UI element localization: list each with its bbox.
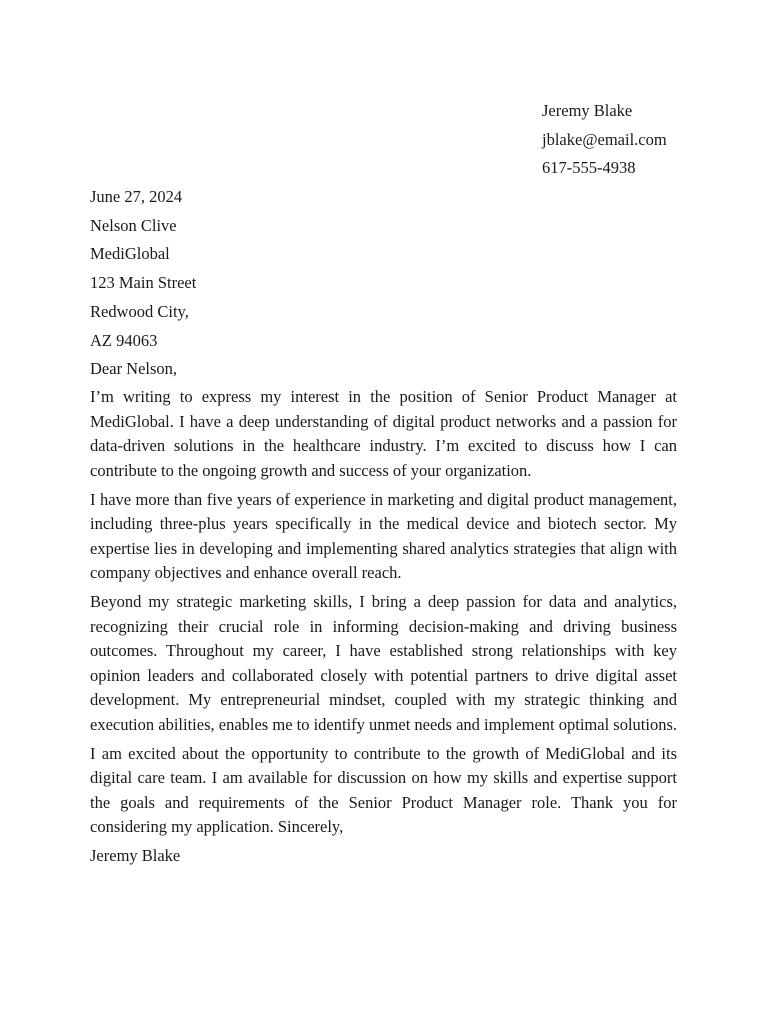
sender-email: jblake@email.com xyxy=(542,129,667,149)
letter-date: June 27, 2024 xyxy=(90,187,183,206)
body-paragraph: I’m writing to express my interest in the position of Senior Product Manager at MediGlobal. I have a deep understanding of digital product networks and a passion for data-driven solutions in the healthcare industry. I’m excited to discuss how I can contribute to the ongoing growth and success of your organization. xyxy=(90,387,677,480)
sender-name: Jeremy Blake xyxy=(542,101,633,120)
sender-block xyxy=(542,97,667,183)
recipient-street: 123 Main Street xyxy=(90,273,197,293)
signature-name: Jeremy Blake xyxy=(90,846,181,865)
body-paragraph: Beyond my strategic marketing skills, I bring a deep passion for data and analytics, recognizing their crucial role in informing decision-making and driving business outcomes. Throughout my career, I have established strong relationships with key opinion leaders and collaborated closely with potential partners to drive digital asset development. My entrepreneurial mindset, coupled with my strategic thinking and execution abilities, enables me to identify unmet needs and implement optimal solutions. xyxy=(90,592,677,734)
recipient-block xyxy=(90,183,196,384)
letter-body xyxy=(90,385,677,869)
body-paragraph: I am excited about the opportunity to contribute to the growth of MediGlobal and its digital care team. I am available for discussion on how my skills and expertise support the goals and requirements of the Senior Product Manager role. Thank you for considering my application. Sincerely, xyxy=(90,743,677,836)
recipient-name: Nelson Clive xyxy=(90,215,177,235)
sender-phone: 617-555-4938 xyxy=(542,158,636,178)
recipient-company: MediGlobal xyxy=(90,244,170,264)
recipient-city: Redwood City, xyxy=(90,301,189,321)
salutation: Dear Nelson, xyxy=(90,359,178,379)
body-paragraph: I have more than five years of experience in marketing and digital product management, including three-plus years specifically in the medical device and biotech sector. My expertise lies in developing and implementing shared analytics strategies that align with company objectives and enhance overall reach. xyxy=(90,489,677,582)
recipient-state-zip: AZ 94063 xyxy=(90,330,158,350)
